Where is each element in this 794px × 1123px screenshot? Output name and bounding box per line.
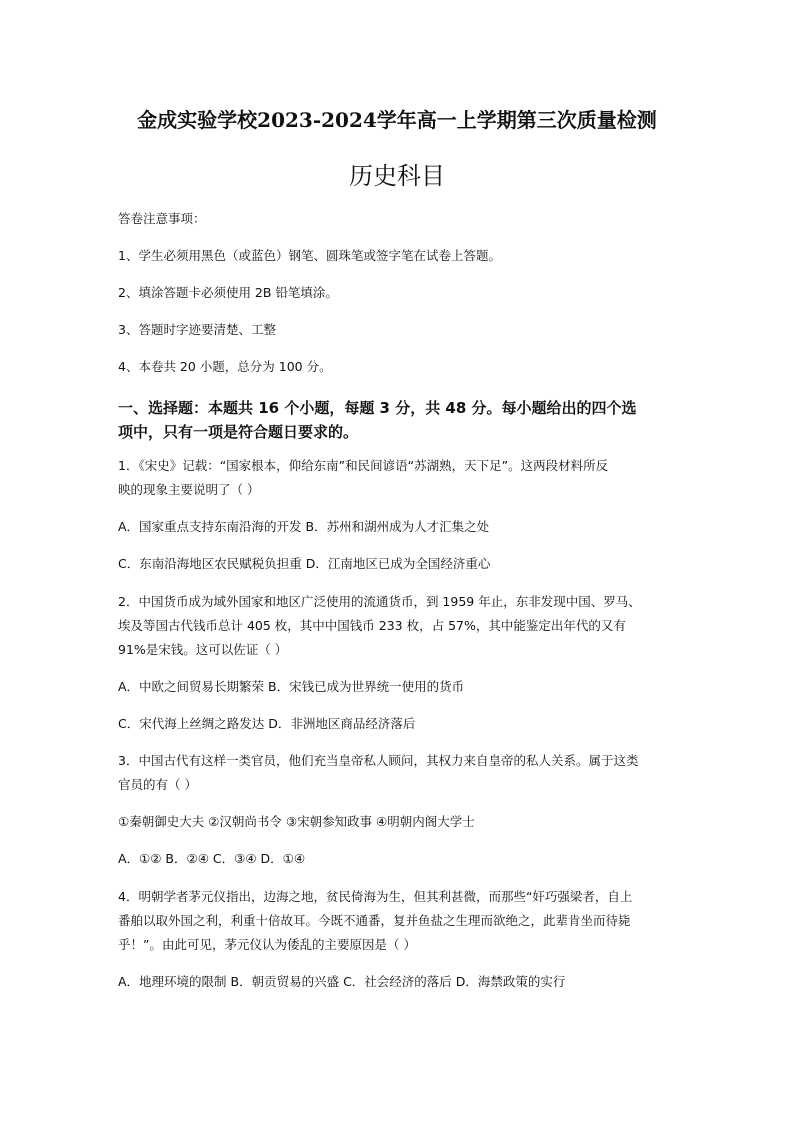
question-1-stem-line1: 1．《宋史》记载：“国家根本，仰给东南”和民间谚语“苏湖熟，天下足”。这两段材料所反 (118, 458, 609, 473)
subject-title: 历史科目 (349, 162, 445, 190)
question-3-items: ①秦朝御史大夫 ②汉朝尚书令 ③宋朝参知政事 ④明朝内阁大学士 (118, 814, 475, 829)
note-item: 1、学生必须用黑色（或蓝色）钢笔、圆珠笔或签字笔在试卷上答题。 (118, 248, 501, 263)
note-item: 2、填涂答题卡必须使用 2B 铅笔填涂。 (118, 285, 338, 300)
section-heading-line1: 一、选择题：本题共 16 个小题，每题 3 分，共 48 分。每小题给出的四个选 (118, 399, 637, 417)
question-1-options-line2: C．东南沿海地区农民赋税负担重 D．江南地区已成为全国经济重心 (118, 556, 491, 571)
question-2-options-line1: A．中欧之间贸易长期繁荣 B．宋钱已成为世界统一使用的货币 (118, 679, 465, 694)
question-2-options-line2: C．宋代海上丝绸之路发达 D．非洲地区商品经济落后 (118, 716, 416, 731)
question-1-options-line1: A．国家重点支持东南沿海的开发 B．苏州和湖州成为人才汇集之处 (118, 519, 490, 534)
question-3-stem-line2: 官员的有（ ） (118, 777, 197, 792)
section-heading-line2: 项中，只有一项是符合题日要求的。 (118, 423, 359, 441)
question-4-options: A．地理环境的限制 B．朝贡贸易的兴盛 C．社会经济的落后 D．海禁政策的实行 (118, 974, 566, 989)
notes-heading: 答卷注意事项： (118, 211, 206, 226)
question-4-stem-line2: 番舶以取外国之利，利重十倍故耳。今既不通番，复并鱼盐之生理而欲绝之，此辈肯坐而待毙 (118, 913, 631, 928)
question-4-stem-line1: 4．明朝学者茅元仪指出，边海之地，贫民倚海为生，但其利甚微，而那些“奸巧强梁者，自上 (118, 889, 633, 904)
question-2-stem-line1: 2．中国货币成为域外国家和地区广泛使用的流通货币，到 1959 年止，东非发现中国、罗马、 (118, 594, 641, 609)
question-1-stem-line2: 映的现象主要说明了（ ） (118, 482, 260, 497)
note-item: 4、本卷共 20 小题，总分为 100 分。 (118, 359, 332, 374)
exam-title: 金成实验学校2023-2024学年高一上学期第三次质量检测 (137, 108, 657, 132)
question-2-stem-line2: 埃及等国古代钱币总计 405 枚，其中中国钱币 233 枚，占 57%，其中能鉴定出年代的又有 (118, 618, 626, 633)
question-3-options: A．①② B．②④ C．③④ D．①④ (118, 851, 306, 866)
question-2-stem-line3: 91%是宋钱。这可以佐证（ ） (118, 642, 288, 657)
question-3-stem-line1: 3．中国古代有这样一类官员，他们充当皇帝私人顾问，其权力来自皇帝的私人关系。属于这类 (118, 753, 639, 768)
question-4-stem-line3: 乎！”。由此可见，茅元仪认为倭乱的主要原因是（ ） (118, 937, 416, 952)
note-item: 3、答题时字迹要清楚、工整 (118, 322, 276, 337)
